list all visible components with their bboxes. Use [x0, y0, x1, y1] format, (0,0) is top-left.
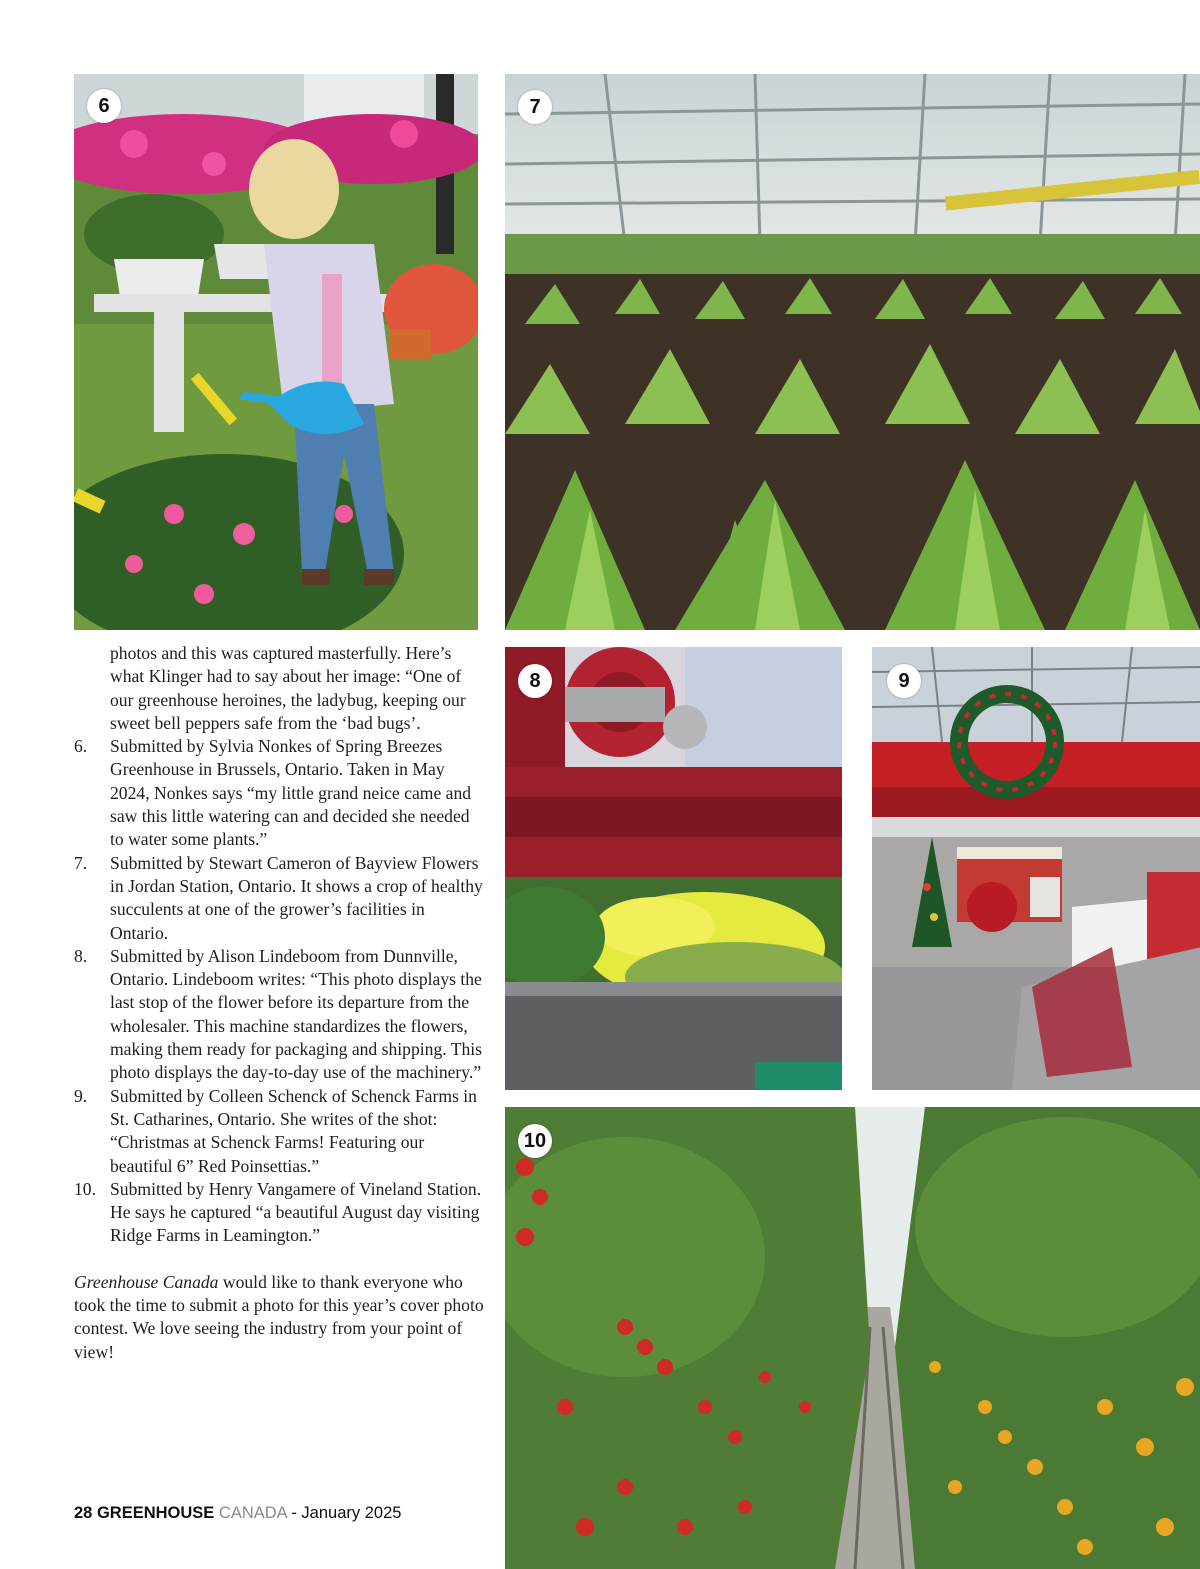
page-footer [74, 1504, 401, 1523]
caption-list [74, 735, 484, 1248]
closing-text: would like to thank everyone who took the time to submit a photo for this year’s cover photo contest. We love seeing the industry from your point of view! [74, 1271, 484, 1362]
brand-name-bold: GREENHOUSE [96, 1504, 215, 1522]
caption-continuation: photos and this was captured masterfully. Here’s what Klinger had to say about her image: “One of our greenhouse heroines, the ladybug, keeping our sweet bell peppers safe from the ‘bad bugs’. [110, 643, 466, 733]
brand-name-light: CANADA [218, 1504, 287, 1522]
caption-number: 6. [74, 736, 88, 757]
photo-10-badge: 10 [518, 1124, 552, 1158]
caption-text: Submitted by Henry Vangamere of Vineland Station. He says he captured “a beautiful August day visiting Ridge Farms in Leamington.” [110, 1178, 482, 1246]
photo-9-badge: 9 [887, 664, 921, 698]
caption-text: Submitted by Stewart Cameron of Bayview Flowers in Jordan Station, Ontario. It shows a crop of healthy succulents at one of the grower’s facilities in Ontario. [110, 852, 483, 943]
caption-text: Submitted by Colleen Schenck of Schenck Farms in St. Catharines, Ontario. She writes of the shot: “Christmas at Schenck Farms! Featuring our beautiful 6” Red Poinsettias.” [110, 1085, 477, 1176]
caption-item [74, 1178, 484, 1248]
caption-number: 8. [74, 945, 88, 966]
photo-8-badge: 8 [518, 664, 552, 698]
tomato-greenhouse-photo [505, 1107, 1200, 1569]
caption-item [74, 945, 484, 1085]
caption-number: 7. [74, 852, 88, 873]
caption-item [74, 735, 484, 851]
closing-paragraph [74, 1271, 484, 1364]
flower-machine-photo [505, 647, 842, 1090]
caption-text: Submitted by Sylvia Nonkes of Spring Breezes Greenhouse in Brussels, Ontario. Taken in May 2024, Nonkes says “my little grand neice came and saw this little watering can and decided she needed to water some plants.” [110, 736, 472, 850]
photo-7-badge: 7 [518, 90, 552, 124]
caption-item [74, 852, 484, 945]
page-number: 28 [74, 1504, 93, 1522]
photo-6-badge: 6 [87, 89, 121, 123]
caption-number: 9. [74, 1085, 88, 1106]
caption-number: 10. [74, 1178, 96, 1199]
magazine-name: Greenhouse Canada [74, 1271, 219, 1292]
caption-text: Submitted by Alison Lindeboom from Dunnville, Ontario. Lindeboom writes: “This photo displays the last stop of the flower before its departure from the wholesaler. This machine standardizes the flowers, making them ready for packaging and shipping. This photo displays the day-to-day use of the machinery.” [110, 945, 482, 1083]
caption-column [74, 642, 484, 1364]
succulent-greenhouse-photo [505, 74, 1200, 630]
issue-date: - January 2025 [286, 1504, 402, 1522]
child-watering-flowers-photo [74, 74, 478, 630]
christmas-poinsettia-photo [872, 647, 1200, 1090]
caption-item [74, 1085, 484, 1178]
